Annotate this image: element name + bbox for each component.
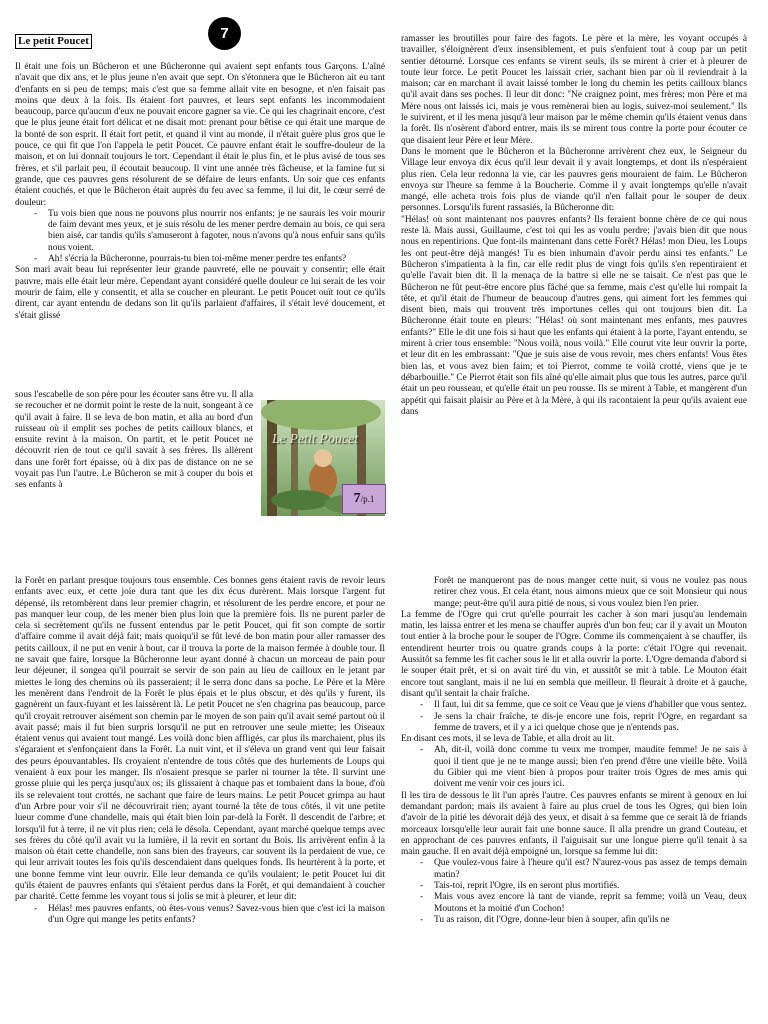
- dialogue-line: - Je sens la chair fraîche, te dis-je encore une fois, reprit l'Ogre, en regardant sa femme de travers, et il y a ici quelque chose que je n'entends pas.: [434, 712, 747, 735]
- dialogue-line: - Mais vous avez encore là tant de viande, reprit sa femme; voilà un Veau, deux Moutons et la moitié d'un Cochon!: [434, 892, 747, 915]
- dialogue-line: - Hélas! mes pauvres enfants, où êtes-vous venus? Savez-vous bien que c'est ici la maison d'un Ogre qui mange les petits enfants?: [48, 904, 385, 927]
- dialogue-line-continued: Forêt ne manqueront pas de nous manger cette nuit, si vous ne voulez pas nous retirer chez vous. Et cela étant, nous aimons mieux que ce soit Monsieur qui nous mange; peut-être qu'il aura pitié de nous, si vous voulez bien l'en prier.: [434, 576, 747, 609]
- paragraph: En disant ces mots, il se leva de Table, et alla droit au lit.: [401, 734, 615, 745]
- caption-suffix: /p.1: [360, 494, 375, 504]
- paragraph: Il les tira de dessous le lit l'un après l'autre. Ces pauvres enfants se mirent à genoux en lui demandant pardon; mais ils avaient à faire au plus cruel de tous les Ogres, qui bien loin d'avoir de la pitié les dévorait déjà des yeux, et disait à sa femme que ce serait là de friands morceaux lorsqu'elle leur aurait fait une bonne sauce. Il alla prendre un grand Couteau, et en approchant de ces pauvres enfants, il l'aiguisait sur une longue pierre qu'il tenait à sa main gauche. Il en avait déjà empoigné un, lorsque sa femme lui dit:: [401, 790, 747, 858]
- paragraph: la Forêt en parlant presque toujours tous ensemble. Ces bonnes gens étaient ravis de revoir leurs enfants avec eux, et cette joie dura tant que les dix écus durèrent. Mais lorsque l'argent fut dépensé, ils retombèrent dans leur premier chagrin, et résolurent de les perdre encore, et pour ne pas manquer leur coup, de les mener bien plus loin que la première fois. Ils ne purent parler de cela si secrètement qu'ils ne fussent entendus par le petit Poucet, qui fit son compte de sortir d'affaire comme il avait déjà fait; mais quoiqu'il se fût levé de bon matin pour aller ramasser des petits cailloux, il ne put en venir à bout, car il trouva la porte de la maison fermée à double tour. Il ne savait que faire, lorsque la Bûcheronne leur ayant donné à chacun un morceau de pain pour leur déjeuner, il songea qu'il pourrait se servir de son pain au lieu de cailloux en le jetant par miettes le long des chemins où ils passeraient; il le serra donc dans sa poche. Le Père et la Mère les menèrent dans l'endroit de la Forêt le plus épais et le plus obscur, et dès qu'ils y furent, ils gagnèrent un faux-fuyant et les laissèrent là. Le petit Poucet ne s'en chagrina pas beaucoup, parce qu'il croyait retrouver aisément son chemin par le moyen de son pain qu'il avait semé partout où il avait passé; mais il fut bien surpris lorsqu'il ne put en retrouver une seule miette; les Oiseaux étaient venus qui avaient tout mangé. Les voilà donc bien affligés, car plus ils marchaient, plus ils s'égaraient et s'enfonçaient dans la Forêt. La nuit vint, et il s'éleva un grand vent qui leur faisait des peurs épouvantables. Ils croyaient n'entendre de tous côtés que des hurlements de Loups qui venaient à eux pour les manger. Ils n'osaient presque se parler ni tourner la tête. Il survint une grosse pluie qui les perça jusqu'aux os; ils glissaient à chaque pas et tombaient dans la boue, d'où ils se relevaient tout crottés, ne sachant que faire de leurs mains. Le petit Poucet grimpa au haut d'un Arbre pour voir s'il ne découvrirait rien; ayant tourné la tête de tous côtés, il vit une petite lueur comme d'une chandelle, mais qui était bien loin par-delà la Forêt. Il descendit de l'arbre; et lorsqu'il fut à terre, il ne vit plus rien; cela le désola. Cependant, ayant marché quelque temps avec ses frères du côté qu'il avait vu la lumière, il la revit en sortant du Bois. Ils arrivèrent enfin à la maison où était cette chandelle, non sans bien des frayeurs, car souvent ils la perdaient de vue, ce qui leur arrivait toutes les fois qu'ils descendaient dans quelques fonds. Ils heurtèrent à la porte, et une bonne femme vint leur ouvrir. Elle leur demanda ce qu'ils voulaient; le petit Poucet lui dit qu'ils étaient de pauvres enfants qui s'étaient perdus dans la Forêt, et qui demandaient à coucher par charité. Cette femme les voyant tous si jolis se mit à pleurer, et leur dit:: [15, 576, 385, 903]
- paragraph: Son mari avait beau lui représenter leur grande pauvreté, elle ne pouvait y consentir; elle était pauvre, mais elle était leur mère. Cependant ayant considéré quelle douleur ce lui serait de les voir mourir de faim, elle y consentit, et alla se coucher en pleurant. Le petit Poucet ouït tout ce qu'ils dirent, car ayant entendu de dedans son lit qu'ils parlaient d'affaires, il s'était levé doucement, et s'était glissé: [15, 265, 385, 321]
- paragraph: Il était une fois un Bûcheron et une Bûcheronne qui avaient sept enfants tous Garçons. L'aîné n'avait que dix ans, et le plus jeune n'en avait que sept. On s'étonnera que le Bûcheron ait eu tant d'enfants en si peu de temps; mais c'est que sa femme allait vite en besogne, et n'en faisait pas moins que deux à la fois. Ils étaient fort pauvres, et leurs sept enfants les incommodaient beaucoup, parce qu'aucun d'eux ne pouvait encore gagner sa vie. Ce qui les chagrinait encore, c'est que le plus jeune était fort délicat et ne disait mot: prenant pour bêtise ce qui était une marque de la bonté de son esprit. Il était fort petit, et quand il vint au monde, il n'était guère plus gros que le pouce, ce qui fit que l'on l'appela le petit Poucet. Ce pauvre enfant était le souffre-douleur de la maison, et on lui donnait toujours le tort. Cependant il était le plus fin, et le plus avisé de tous ses frères, et s'il parlait peu, il écoutait beaucoup. Il vint une année très fâcheuse, et la famine fut si grande, que ces pauvres gens résolurent de se défaire de leurs enfants. Un soir que ces enfants étaient couchés, et que le Bûcheron était auprès du feu avec sa femme, il lui dit, le cœur serré de douleur:: [15, 62, 386, 208]
- paragraph: "Hélas! où sont maintenant nos pauvres enfants? Ils feraient bonne chère de ce qui nous reste là. Mais aussi, Guillaume, c'est toi qui les as voulu perdre; j'avais bien dit que nous nous en repentirions. Que font-ils maintenant dans cette Forêt? Hélas! mon Dieu, les Loups les ont peut-être déjà mangés! Tu es bien inhumain d'avoir perdu ainsi tes enfants." Le Bûcheron s'impatienta à la fin, car elle redit plus de vingt fois qu'ils s'en repentiraient et qu'elle l'avait bien dit. Il la menaça de la battre si elle ne se taisait. Ce n'est pas que le Bûcheron ne fût peut-être encore plus fâché que sa femme, mais c'est qu'elle lui rompait la tête, et qu'il était de l'humeur de beaucoup d'autres gens, qui aiment fort les femmes qui disent bien, mais qui trouvent très importunes celles qui ont toujours bien dit. La Bûcheronne était toute en pleurs: "Hélas! où sont maintenant mes enfants, mes pauvres enfants?" Elle le dit une fois si haut que les enfants qui étaient à la porte, l'ayant entendu, se mirent à crier tous ensemble: "Nous voilà, nous voilà." Elle courut vite leur ouvrir la porte, et leur dit en les embrassant: "Que je suis aise de vous revoir, mes chers enfants! Vous êtes bien las, et vous avez bien faim; et toi Pierrot, comme te voilà crotté, viens que je te débarbouille." Ce Pierrot était son fils aîné qu'elle aimait plus que tous les autres, parce qu'il était un peu rousseau, et qu'elle était un peu rousse. Ils se mirent à Table, et mangèrent d'un appétit qui faisait plaisir au Père et à la Mère, à qui ils racontaient la peur qu'ils avaient eue dans: [401, 214, 747, 417]
- column-2: [401, 34, 747, 418]
- dialogue-list: [15, 904, 385, 927]
- dialogue-line: - Tais-toi, reprit l'Ogre, ils en seront plus mortifiés.: [434, 881, 747, 892]
- page-number-badge: 7: [208, 17, 241, 50]
- illustration-title: Le Petit Poucet: [272, 432, 359, 447]
- dialogue-list: [401, 858, 747, 926]
- illustration-caption: [342, 484, 386, 514]
- dialogue-line: - Il faut, lui dit sa femme, que ce soit ce Veau que je viens d'habiller que vous sentez.: [434, 700, 747, 711]
- paragraph: La femme de l'Ogre qui crut qu'elle pourrait les cacher à son mari jusqu'au lendemain matin, les laissa entrer et les mena se chauffer auprès d'un bon feu; car il y avait un Mouton tout entier à la broche pour le souper de l'Ogre. Comme ils commençaient à se chauffer, ils entendirent heurter trois ou quatre grands coups à la porte: c'était l'Ogre qui revenait. Aussitôt sa femme les fit cacher sous le lit et alla ouvrir la porte. L'Ogre demanda d'abord si le souper était prêt, et si on avait tiré du vin, et aussitôt se mit à table. Le Mouton était encore tout sanglant, mais il ne lui en sembla que meilleur. Il fleurait à droite et à gauche, disant qu'il sentait la chair fraîche.: [401, 609, 747, 699]
- dialogue-line: - Tu as raison, dit l'Ogre, donne-leur bien à souper, afin qu'ils ne: [434, 915, 747, 926]
- caption-number: 7: [353, 491, 361, 506]
- paragraph: sous l'escabelle de son père pour les écouter sans être vu. Il alla se recoucher et ne dormit point le reste de la nuit, songeant à ce qu'il avait à faire. Il se leva de bon matin, et alla au bord d'un ruisseau où il emplit ses poches de petits cailloux blancs, et ensuite revint à la maison. On partit, et le petit Poucet ne découvrit rien de tout ce qu'il savait à ses frères. Ils allèrent dans une forêt fort épaisse, où à dix pas de distance on ne se voyait pas l'un l'autre. Le Bûcheron se mit à couper du bois et ses enfants à: [15, 390, 253, 491]
- story-title: Le petit Poucet: [15, 34, 92, 49]
- dialogue-line: - Ah, dit-il, voilà donc comme tu veux me tromper, maudite femme! Je ne sais à quoi il tient que je ne te mange aussi; bien t'en prend d'être une vieille bête. Voilà du Gibier qui me vient bien à propos pour traiter trois Ogres de mes amis qui doivent me venir voir ces jours ici.: [434, 745, 747, 790]
- dialogue-line: - Tu vois bien que nous ne pouvons plus nourrir nos enfants; je ne saurais les voir mourir de faim devant mes yeux, et je suis résolu de les mener perdre demain au bois, ce qui sera bien aisé, car tandis qu'ils s'amuseront à fagoter, nous n'avons qu'à nous enfuir sans qu'ils nous voient.: [48, 209, 385, 254]
- paragraph: ramasser les broutilles pour faire des fagots. Le père et la mère, les voyant occupés à travailler, s'éloignèrent d'eux insensiblement, et puis s'enfuient tout à coup par un petit sentier détourné. Lorsque ces enfants se virent seuls, ils se mirent à crier et à pleurer de toute leur force. Le petit Poucet les laissait crier, sachant bien par où il reviendrait à la maison; car en marchant il avait laissé tomber le long du chemin les petits cailloux blancs qu'il avait dans ses poches. Il leur dit donc: "Ne craignez point, mes frères; mon Père et ma Mère nous ont laissés ici, mais je vous remènerai bien au logis, suivez-moi seulement." Ils le suivirent, et il les mena jusqu'à leur maison par le même chemin qu'ils étaient venus dans la forêt. Ils n'osèrent d'abord entrer, mais ils se mirent tous contre la porte pour écouter ce que disaient leur Père et leur Mère.: [401, 34, 747, 146]
- dialogue-list: [401, 576, 747, 610]
- column-3: [15, 576, 385, 926]
- dialogue-list: [401, 700, 747, 734]
- column-4: [401, 576, 747, 926]
- column-1: [15, 62, 385, 322]
- dialogue-line: - Que voulez-vous faire à l'heure qu'il est? N'aurez-vous pas assez de temps demain matin?: [434, 858, 747, 881]
- column-1-continued: [15, 390, 253, 492]
- paragraph: Dans le moment que le Bûcheron et la Bûcheronne arrivèrent chez eux, le Seigneur du Village leur envoya dix écus qu'il leur devait il y avait longtemps, et dont ils n'espéraient plus rien. Cela leur redonna la vie, car les pauvres gens mouraient de faim. Le Bûcheron envoya sur l'heure sa femme à la Boucherie. Comme il y avait longtemps qu'elle n'avait mangé, elle acheta trois fois plus de viande qu'il n'en fallait pour le souper de deux personnes. Lorsqu'ils furent rassasiés, la Bûcheronne dit:: [401, 146, 747, 214]
- dialogue-list: [15, 209, 385, 265]
- dialogue-list: [401, 745, 747, 790]
- dialogue-line: - Ah! s'écria la Bûcheronne, pourrais-tu bien toi-même mener perdre tes enfants?: [48, 254, 385, 265]
